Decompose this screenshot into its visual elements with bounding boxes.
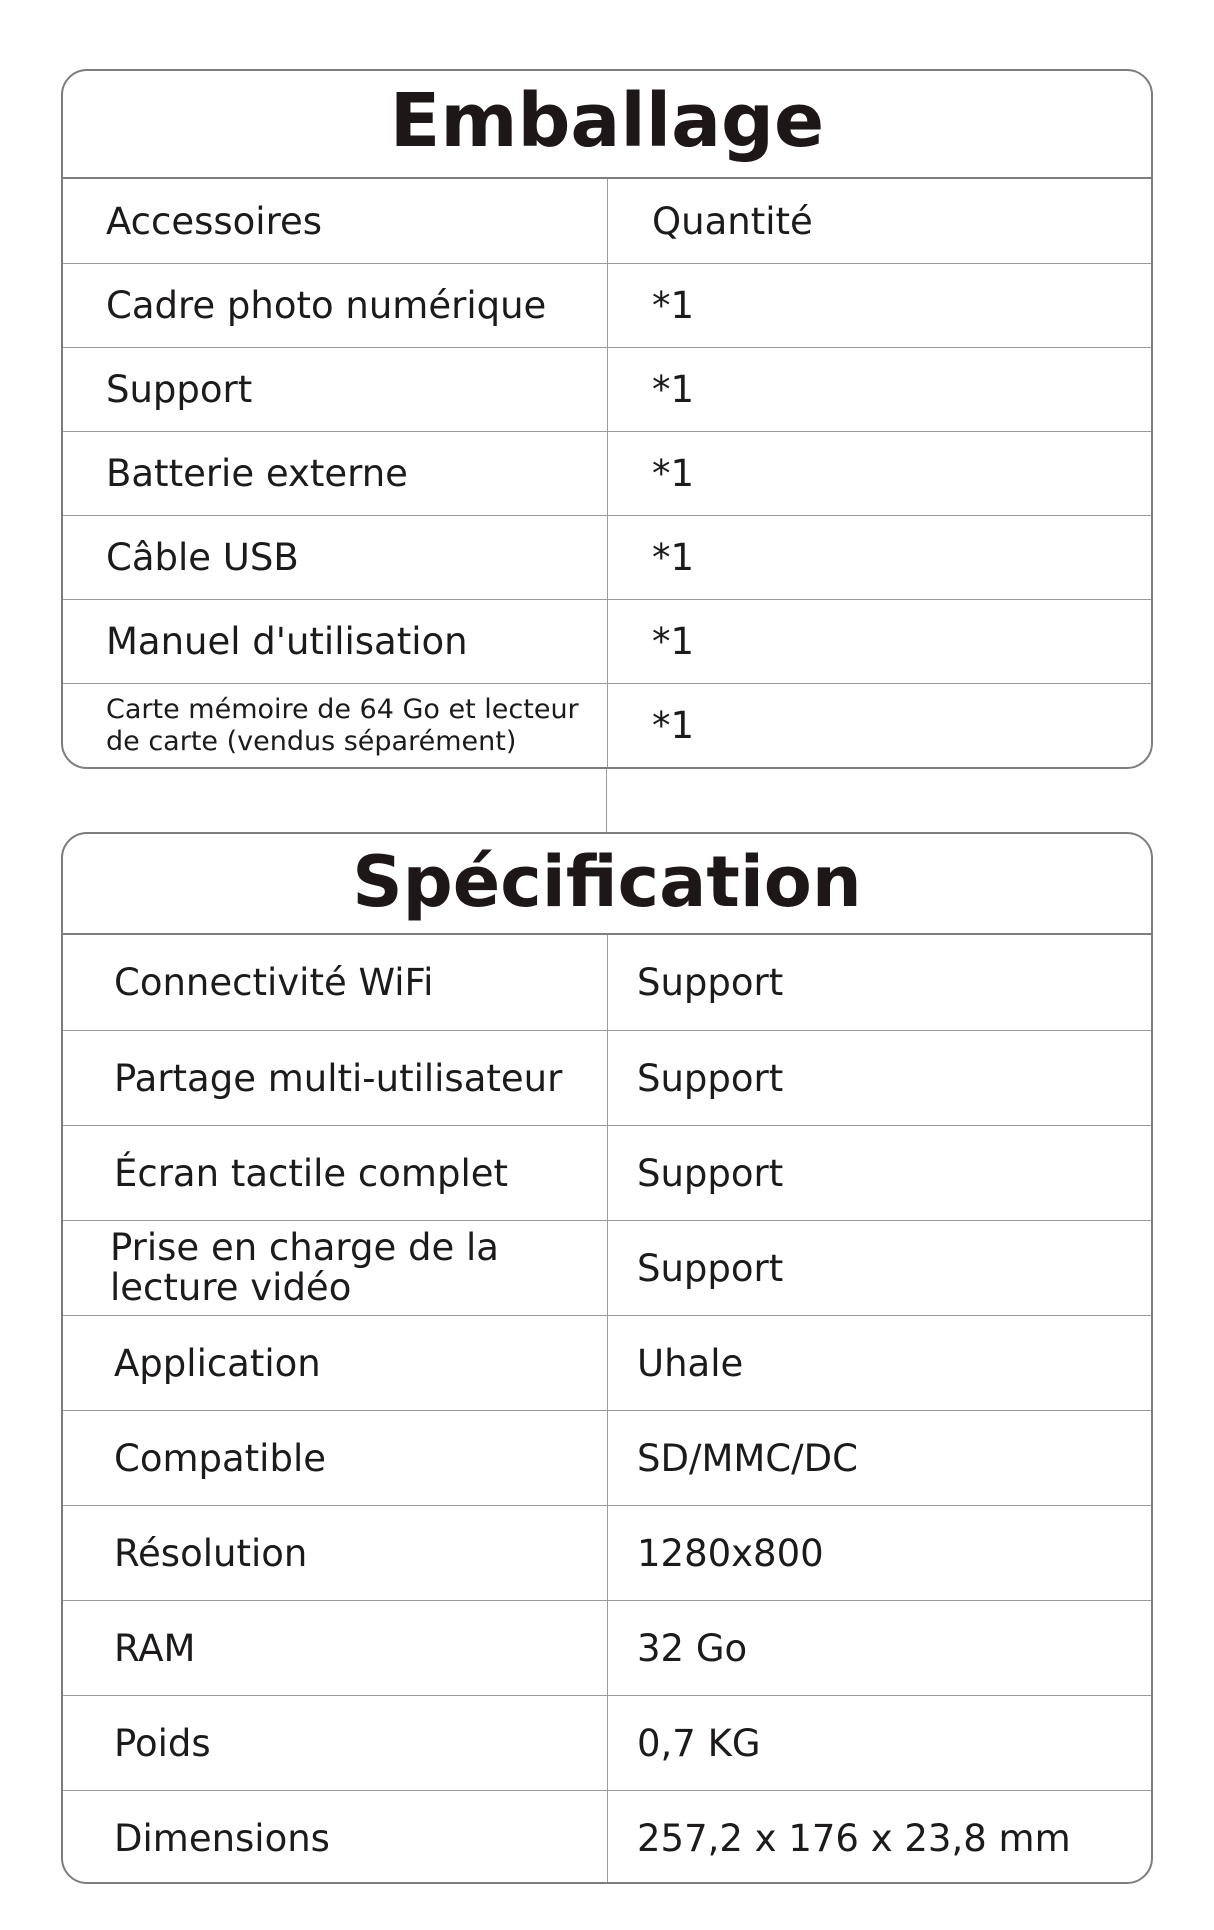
table-row — [63, 179, 1151, 263]
spec-label: RAM — [63, 1601, 608, 1695]
packaging-rows — [63, 179, 1151, 767]
spec-label: Partage multi-utilisateur — [63, 1031, 608, 1125]
spec-label: Connectivité WiFi — [63, 935, 608, 1030]
table-row — [63, 935, 1151, 1030]
spec-value: 257,2 x 176 x 23,8 mm — [637, 1816, 1071, 1860]
spec-label: Compatible — [63, 1411, 608, 1505]
spec-value: Uhale — [637, 1341, 744, 1385]
spec-value: Support — [637, 961, 784, 1004]
table-row — [63, 683, 1151, 767]
column-divider — [606, 769, 607, 832]
spec-value: 32 Go — [637, 1626, 748, 1670]
accessory-name: Câble USB — [63, 516, 608, 599]
table-row — [63, 1695, 1151, 1790]
table-row — [63, 347, 1151, 431]
spec-label: Prise en charge de la lecture vidéo — [63, 1221, 608, 1315]
spec-label: Résolution — [63, 1506, 608, 1600]
accessory-name: Carte mémoire de 64 Go et lecteur de carte (vendus séparément) — [63, 684, 608, 767]
accessory-quantity: *1 — [652, 284, 695, 327]
table-row — [63, 263, 1151, 347]
accessory-quantity: *1 — [652, 620, 695, 663]
packaging-title: Emballage — [63, 71, 1151, 179]
accessory-quantity: *1 — [652, 704, 695, 747]
accessory-quantity: *1 — [652, 536, 695, 579]
packaging-table — [61, 69, 1153, 769]
accessory-name: Manuel d'utilisation — [63, 600, 608, 683]
accessory-quantity: *1 — [652, 368, 695, 411]
spec-label: Poids — [63, 1696, 608, 1790]
table-row — [63, 515, 1151, 599]
table-row — [63, 431, 1151, 515]
specification-title: Spécification — [63, 834, 1151, 935]
quantity-header: Quantité — [652, 199, 813, 243]
spec-value: Support — [637, 1246, 784, 1290]
specification-rows — [63, 935, 1151, 1884]
table-row — [63, 1410, 1151, 1505]
spec-value: Support — [637, 1151, 784, 1195]
table-row — [63, 1790, 1151, 1884]
spec-value: 1280x800 — [637, 1531, 824, 1575]
table-row — [63, 599, 1151, 683]
table-row — [63, 1125, 1151, 1220]
accessory-quantity: *1 — [652, 452, 695, 495]
accessory-name: Batterie externe — [63, 432, 608, 515]
spec-value: 0,7 KG — [637, 1721, 761, 1765]
spec-label: Écran tactile complet — [63, 1126, 608, 1220]
table-row — [63, 1220, 1151, 1315]
table-row — [63, 1600, 1151, 1695]
accessory-name: Cadre photo numérique — [63, 264, 608, 347]
spec-value: Support — [637, 1056, 784, 1100]
accessory-header: Accessoires — [63, 179, 608, 263]
specification-table — [61, 832, 1153, 1884]
table-row — [63, 1030, 1151, 1125]
table-row — [63, 1315, 1151, 1410]
spec-label: Application — [63, 1316, 608, 1410]
spec-label: Dimensions — [63, 1791, 608, 1884]
accessory-name: Support — [63, 348, 608, 431]
spec-value: SD/MMC/DC — [637, 1436, 858, 1480]
table-row — [63, 1505, 1151, 1600]
